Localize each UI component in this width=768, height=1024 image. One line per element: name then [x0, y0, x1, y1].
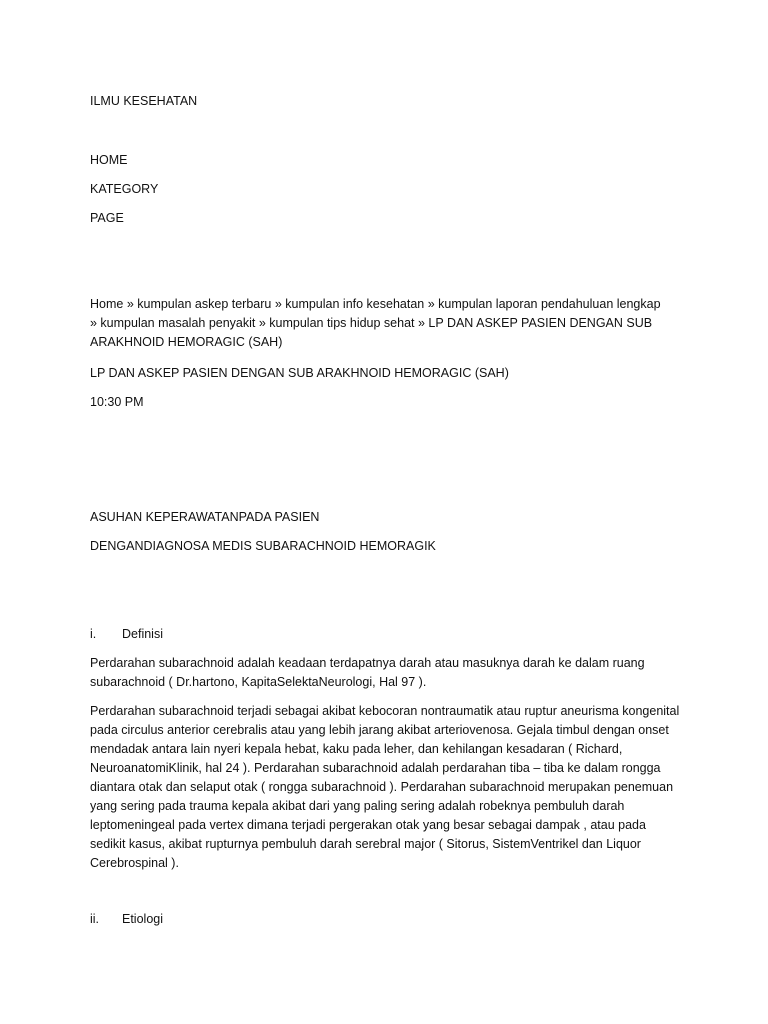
heading-line-2: DENGANDIAGNOSA MEDIS SUBARACHNOID HEMORAGIK — [90, 539, 436, 553]
paragraph-2: Perdarahan subarachnoid terjadi sebagai akibat kebocoran nontraumatik atau ruptur aneurisma kongenital pada circulus anterior cerebralis atau yang lebih jarang akibat arteriovenosa. Gejala timbul dengan onset mendadak antara lain nyeri kepala hebat, kaku pada leher, dan kehilangan kesadaran ( Richard, NeuroanatomiKlinik, hal 24 ). Perdarahan subarachnoid adalah perdarahan tiba – tiba ke dalam rongga diantara otak dan selaput otak ( rongga subarachnoid ). Perdarahan subarachnoid merupakan penemuan yang sering pada trauma kepala akibat dari yang paling sering adalah robeknya pembuluh darah leptomeningeal pada vertex dimana terjadi pergerakan otak yang besar sebagai dampak , atau pada sedikit kasus, akibat rupturnya pembuluh darah serebral major ( Sitorus, SistemVentrikel dan Liquor Cerebrospinal ). — [90, 704, 680, 870]
heading-line-1: ASUHAN KEPERAWATANPADA PASIEN — [90, 510, 320, 524]
post-title: LP DAN ASKEP PASIEN DENGAN SUB ARAKHNOID HEMORAGIC (SAH) — [90, 366, 509, 380]
breadcrumb-line-3[interactable]: ARAKHNOID HEMORAGIC (SAH) — [90, 335, 283, 349]
paragraph-1: Perdarahan subarachnoid adalah keadaan terdapatnya darah atau masuknya darah ke dalam ruang subarachnoid ( Dr.hartono, KapitaSelektaNeurologi, Hal 97 ). — [90, 656, 645, 689]
section-definisi — [90, 625, 163, 643]
section-etiologi — [90, 910, 163, 928]
breadcrumb-line-2[interactable]: » kumpulan masalah penyakit » kumpulan tips hidup sehat » LP DAN ASKEP PASIEN DENGAN SUB — [90, 316, 653, 330]
post-time: 10:30 PM — [90, 395, 144, 409]
breadcrumb-line-1[interactable]: Home » kumpulan askep terbaru » kumpulan info kesehatan » kumpulan laporan pendahuluan lengkap — [90, 297, 661, 311]
section-label: Etiologi — [122, 912, 163, 926]
site-title: ILMU KESEHATAN — [90, 94, 198, 108]
nav-home-link[interactable]: HOME — [90, 153, 128, 167]
section-number: ii. — [90, 912, 100, 926]
section-number: i. — [90, 627, 97, 641]
nav-kategory-link[interactable]: KATEGORY — [90, 182, 159, 196]
nav-page-link[interactable]: PAGE — [90, 211, 124, 225]
section-label: Definisi — [122, 627, 163, 641]
